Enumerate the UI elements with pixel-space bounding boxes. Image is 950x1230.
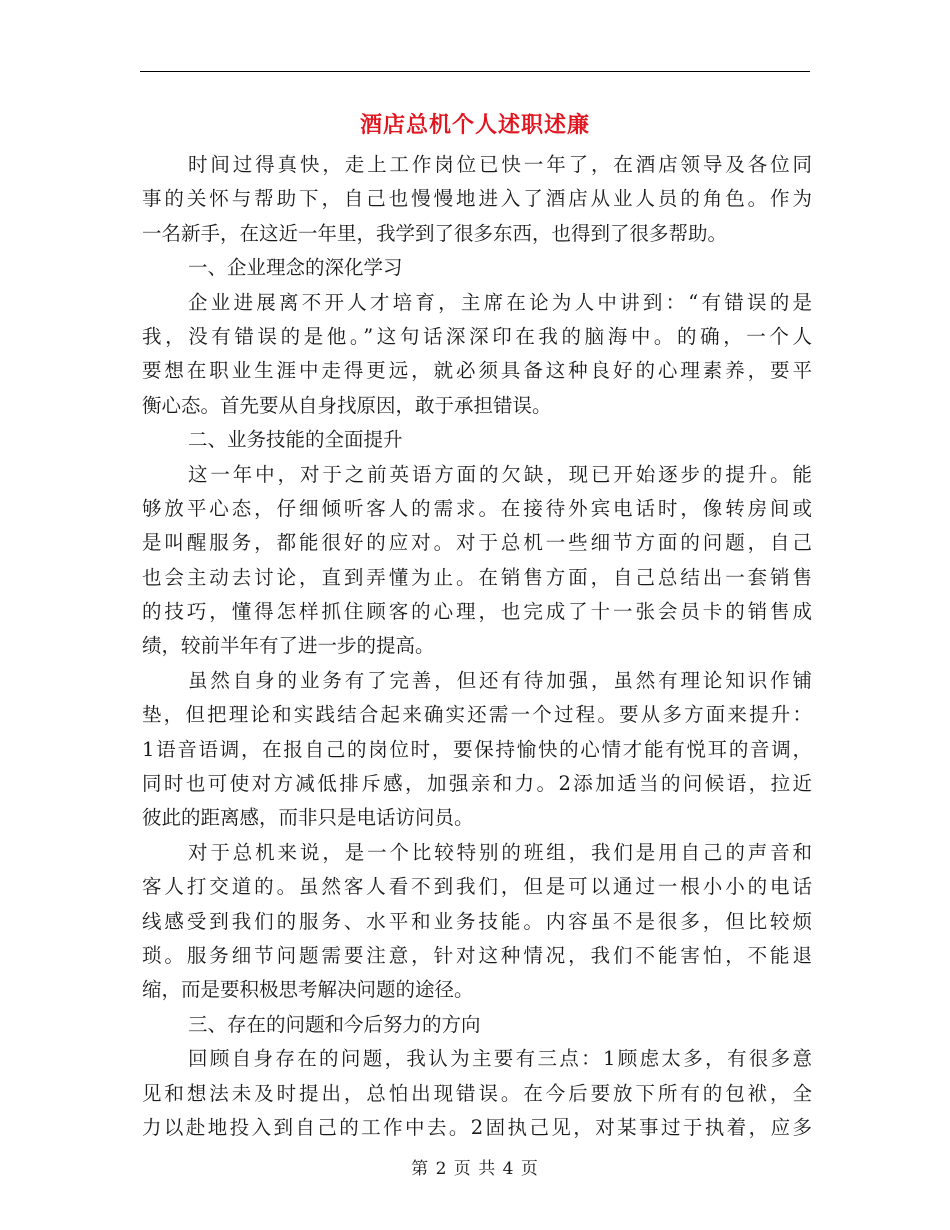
- text-line: 三、存在的问题和今后努力的方向: [188, 1012, 481, 1036]
- header-rule: [140, 71, 810, 72]
- text-line: 见和想法未及时提出，总怕出现错误。在今后要放下所有的包袱，全: [142, 1081, 812, 1105]
- text-line: 够放平心态，仔细倾听客人的需求。在接待外宾电话时，像转房间或: [142, 496, 812, 520]
- text-line: 力以赴地投入到自己的工作中去。2固执己见，对某事过于执着，应多: [142, 1115, 812, 1139]
- text-line: 事的关怀与帮助下，自己也慢慢地进入了酒店从业人员的角色。作为: [142, 187, 812, 211]
- text-line: 对于总机来说，是一个比较特别的班组，我们是用自己的声音和: [188, 840, 812, 864]
- text-line: 1语音语调，在报自己的岗位时，要保持愉快的心情才能有悦耳的音调，: [142, 737, 812, 761]
- text-line: 一、企业理念的深化学习: [188, 256, 403, 280]
- text-line: 二、业务技能的全面提升: [188, 428, 403, 452]
- document-title: 酒店总机个人述职述廉: [359, 112, 590, 138]
- text-line: 也会主动去讨论，直到弄懂为止。在销售方面，自己总结出一套销售: [142, 565, 812, 589]
- text-line: 绩，较前半年有了进一步的提高。: [142, 634, 435, 658]
- page-footer: 第 2 页 共 4 页: [411, 1159, 539, 1179]
- text-line: 彼此的距离感，而非只是电话访问员。: [142, 806, 474, 830]
- text-line: 同时也可使对方减低排斥感，加强亲和力。2添加适当的问候语，拉近: [142, 772, 812, 796]
- text-line: 回顾自身存在的问题，我认为主要有三点：1顾虑太多，有很多意: [188, 1047, 812, 1071]
- text-line: 的技巧，懂得怎样抓住顾客的心理，也完成了十一张会员卡的销售成: [142, 600, 812, 624]
- text-line: 线感受到我们的服务、水平和业务技能。内容虽不是很多，但比较烦: [142, 909, 812, 933]
- text-line: 我，没有错误的是他。”这句话深深印在我的脑海中。的确，一个人: [142, 324, 812, 348]
- text-line: 垫，但把理论和实践结合起来确实还需一个过程。要从多方面来提升：: [142, 703, 812, 727]
- text-line: 虽然自身的业务有了完善，但还有待加强，虽然有理论知识作铺: [188, 668, 812, 692]
- text-line: 这一年中，对于之前英语方面的欠缺，现已开始逐步的提升。能: [188, 462, 812, 486]
- text-line: 衡心态。首先要从自身找原因，敢于承担错误。: [142, 393, 552, 417]
- text-line: 是叫醒服务，都能很好的应对。对于总机一些细节方面的问题，自己: [142, 531, 812, 555]
- text-line: 缩，而是要积极思考解决问题的途径。: [142, 978, 474, 1002]
- text-line: 一名新手，在这近一年里，我学到了很多东西，也得到了很多帮助。: [142, 221, 728, 245]
- text-line: 企业进展离不开人才培育，主席在论为人中讲到：“有错误的是: [188, 290, 812, 314]
- text-line: 时间过得真快，走上工作岗位已快一年了，在酒店领导及各位同: [188, 153, 812, 176]
- text-line: 琐。服务细节问题需要注意，针对这种情况，我们不能害怕，不能退: [142, 943, 812, 967]
- document-body: [142, 148, 812, 1145]
- text-line: 客人打交道的。虽然客人看不到我们，但是可以通过一根小小的电话: [142, 875, 812, 899]
- text-line: 要想在职业生涯中走得更远，就必须具备这种良好的心理素养，要平: [142, 359, 812, 383]
